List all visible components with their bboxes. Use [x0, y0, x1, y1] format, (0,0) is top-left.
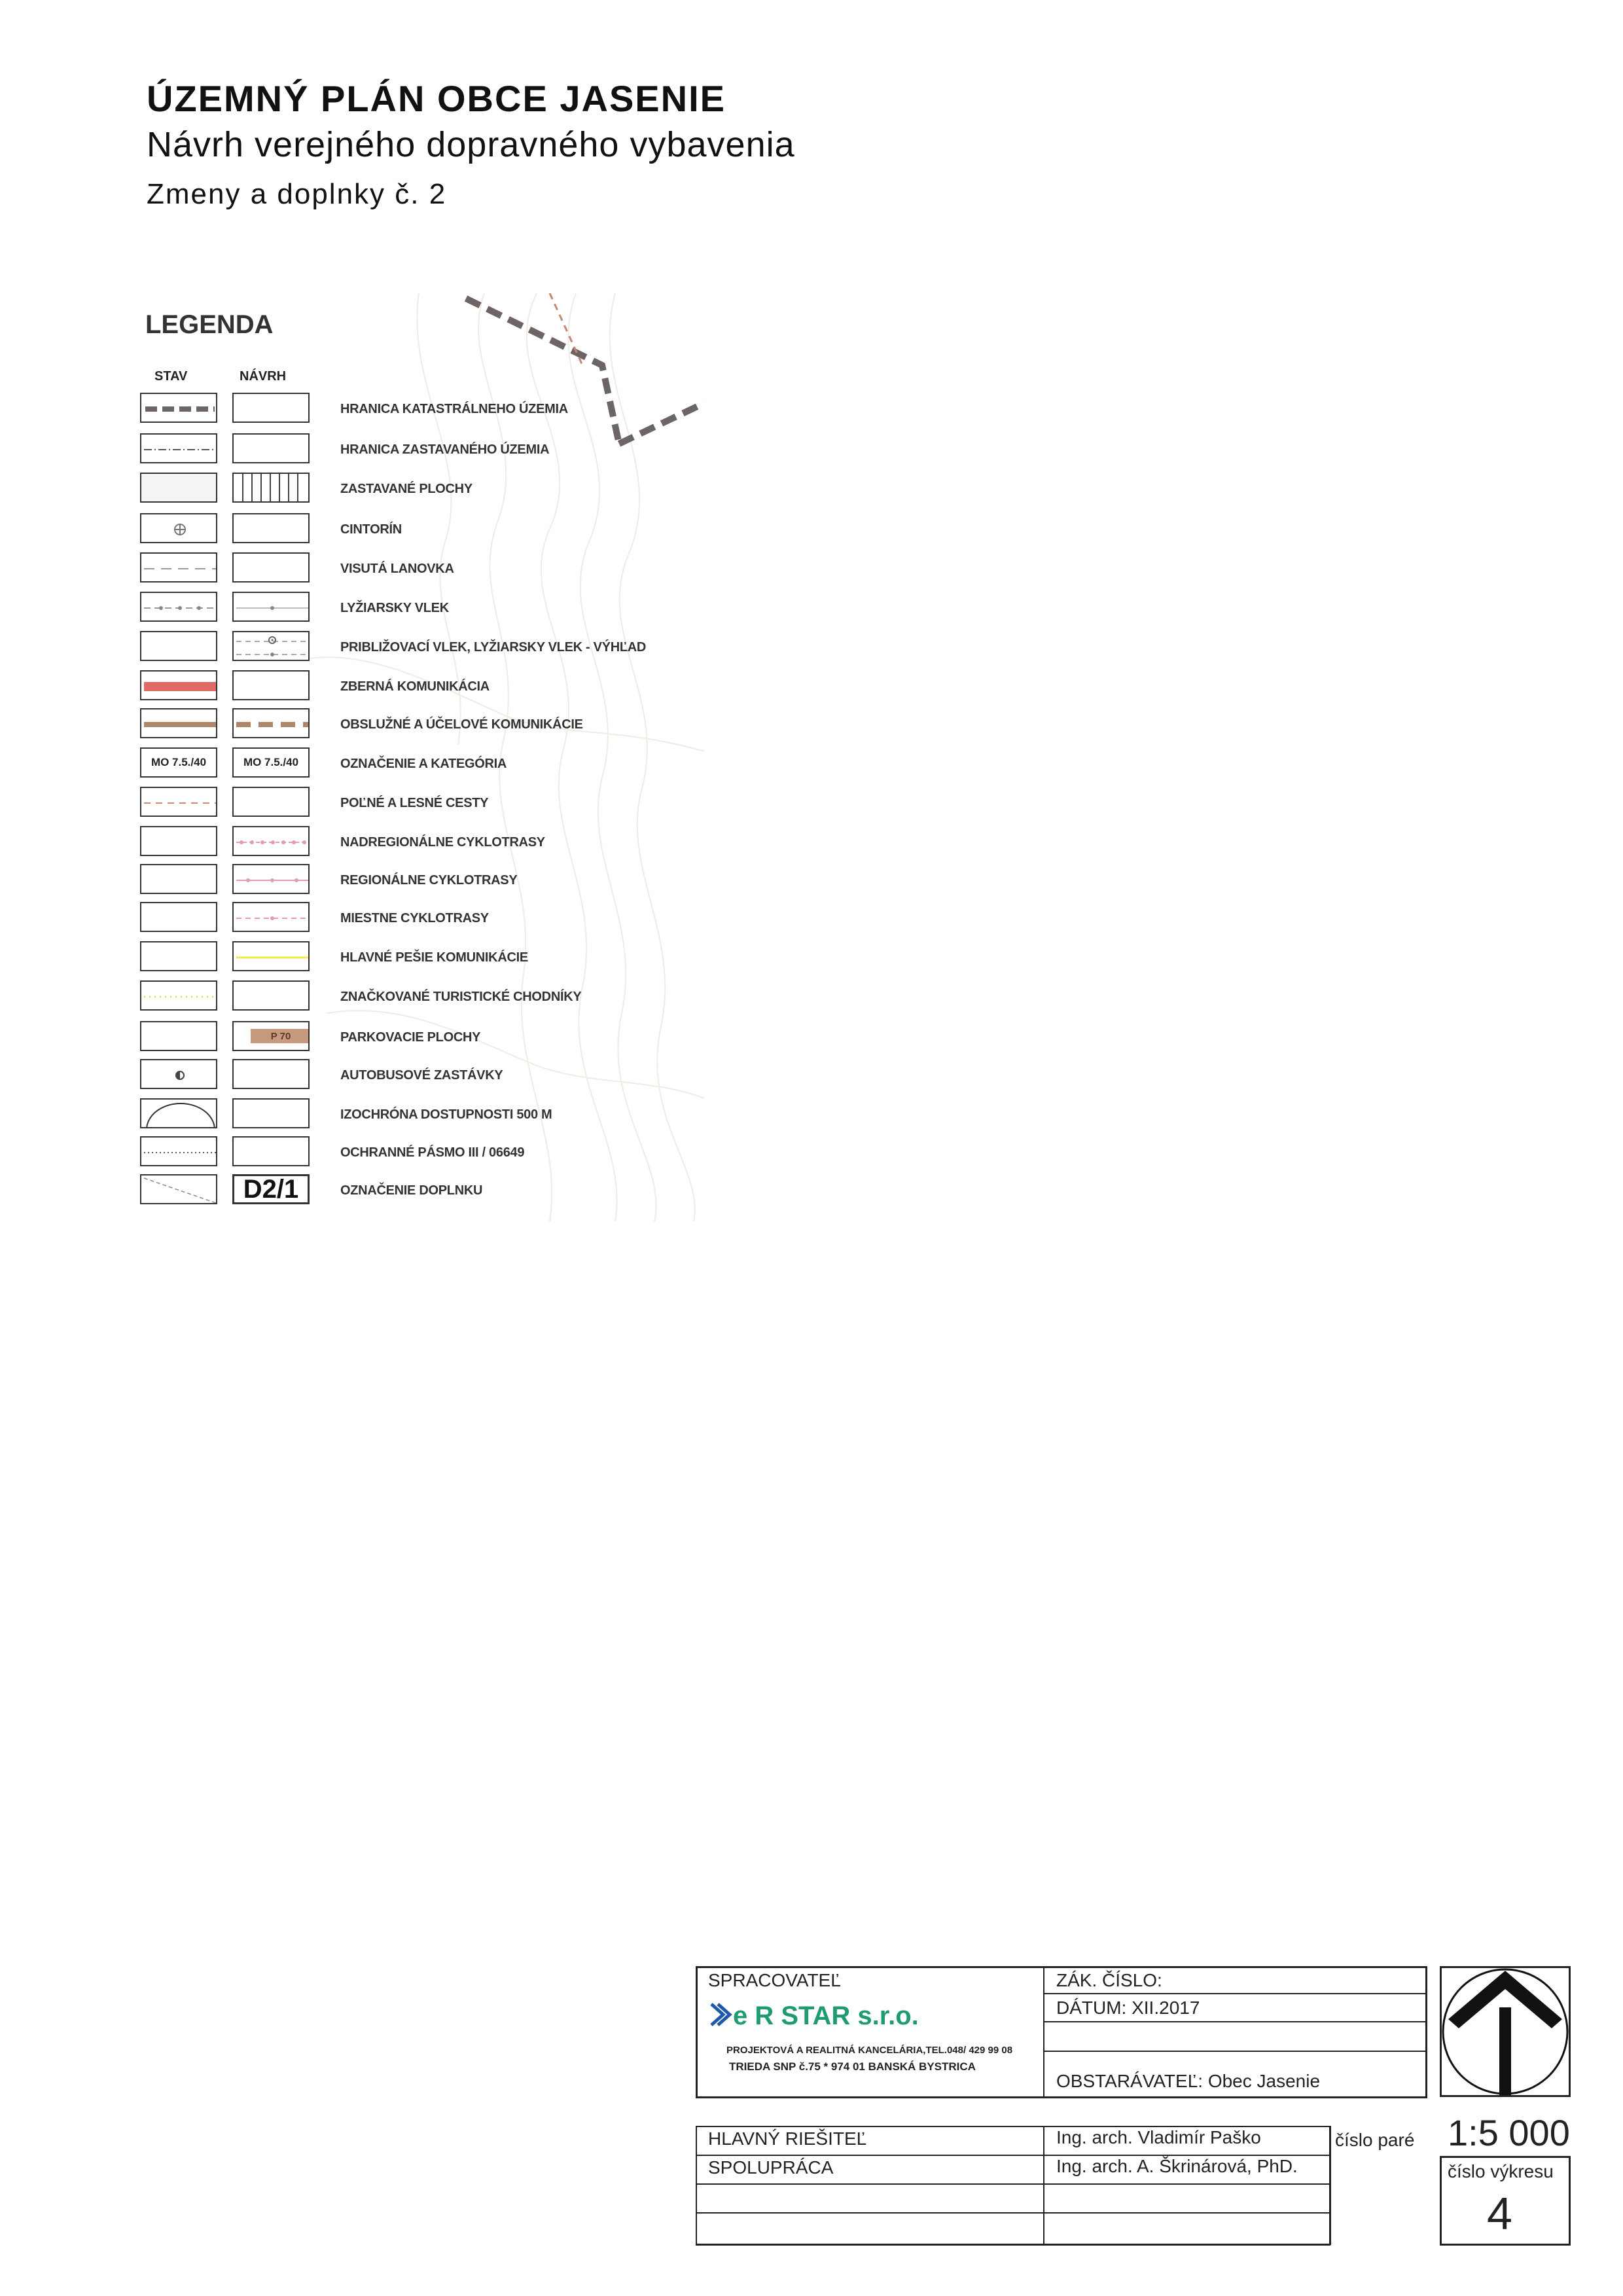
legend-swatch-navrh [232, 864, 310, 894]
parking-code: P 70 [251, 1029, 310, 1043]
legend-swatch-stav [140, 1136, 217, 1166]
legend-row-approach-lift [131, 631, 704, 665]
legend-swatch-navrh [232, 787, 310, 817]
legend-swatch-stav [140, 552, 217, 583]
company-line1: PROJEKTOVÁ A REALITNÁ KANCELÁRIA,TEL.048/ 429 99 08 [726, 2045, 1013, 2056]
legend-swatch-navrh [232, 631, 310, 661]
legend-label: HRANICA KATASTRÁLNEHO ÚZEMIA [340, 402, 568, 416]
spracovatel-label: SPRACOVATEĽ [708, 1970, 841, 1990]
company-name: e R STAR s.r.o. [733, 2001, 919, 2030]
legend-swatch-navrh [232, 670, 310, 700]
north-arrow-icon [1442, 1968, 1569, 2095]
legend-swatch-navrh [232, 552, 310, 583]
legend-swatch-navrh [232, 708, 310, 738]
legend-swatch-navrh [232, 1021, 310, 1051]
legend-label: ZASTAVANÉ PLOCHY [340, 482, 473, 496]
legend-row-bus-stops [131, 1059, 704, 1093]
legend-swatch-navrh [232, 473, 310, 503]
legend-swatch-stav [140, 1174, 217, 1204]
legend-swatch-stav [140, 787, 217, 817]
legend-row-isochrone [131, 1098, 704, 1132]
legend-label: LYŽIARSKY VLEK [340, 601, 449, 615]
legend-col-stav: STAV [154, 369, 188, 384]
legend-swatch-stav [140, 1059, 217, 1089]
legend-label: HRANICA ZASTAVANÉHO ÚZEMIA [340, 442, 550, 457]
legend-swatch-stav [140, 1098, 217, 1128]
legend-swatch-stav [140, 941, 217, 971]
legend-swatch-stav [140, 864, 217, 894]
legend-swatch-stav [140, 708, 217, 738]
plan-subtitle: Návrh verejného dopravného vybavenia [147, 125, 795, 164]
legend-row-protection-zone [131, 1136, 704, 1170]
legend-swatch-navrh [232, 592, 310, 622]
legend-swatch-stav [140, 670, 217, 700]
legend-panel [131, 293, 704, 1221]
legend-swatch-navrh [232, 433, 310, 463]
legend-swatch-navrh [232, 1174, 310, 1204]
legend-row-regional-cycle [131, 864, 704, 898]
company-logo-icon [709, 2001, 735, 2028]
legend-swatch-stav [140, 1021, 217, 1051]
legend-row-ski-lift [131, 592, 704, 626]
legend-label: OZNAČENIE A KATEGÓRIA [340, 757, 507, 771]
drawing-number-label: číslo výkresu [1448, 2161, 1554, 2181]
lead-designer-name: Ing. arch. Vladimír Paško [1056, 2127, 1261, 2147]
legend-swatch-stav [140, 513, 217, 543]
drawing-number: 4 [1487, 2188, 1512, 2239]
legend-label: VISUTÁ LANOVKA [340, 562, 454, 576]
legend-row-local-cycle [131, 902, 704, 936]
legend-label: PARKOVACIE PLOCHY [340, 1030, 481, 1045]
client-label: OBSTARÁVATEĽ: Obec Jasenie [1056, 2071, 1321, 2091]
legend-row-built-boundary [131, 433, 704, 467]
legend-swatch-navrh [232, 1098, 310, 1128]
road-category-code: MO 7.5./40 [243, 756, 299, 768]
legend-row-cadastral-boundary [131, 393, 704, 427]
cooperation-label: SPOLUPRÁCA [708, 2157, 834, 2178]
legend-label: ZBERNÁ KOMUNIKÁCIA [340, 679, 490, 694]
legend-row-category [131, 747, 704, 781]
date-label: DÁTUM: XII.2017 [1056, 1998, 1200, 2018]
plan-title: ÚZEMNÝ PLÁN OBCE JASENIE [147, 78, 726, 119]
copy-number-label: číslo paré [1335, 2130, 1415, 2150]
legend-swatch-stav [140, 433, 217, 463]
legend-row-hiking-trails [131, 980, 704, 1014]
legend-swatch-stav [140, 747, 217, 778]
legend-row-national-cycle [131, 826, 704, 860]
legend-swatch-navrh [232, 826, 310, 856]
legend-label: ZNAČKOVANÉ TURISTICKÉ CHODNÍKY [340, 990, 582, 1004]
legend-row-parking [131, 1021, 704, 1055]
legend-swatch-stav [140, 826, 217, 856]
legend-label: HLAVNÉ PEŠIE KOMUNIKÁCIE [340, 950, 528, 965]
legend-swatch-navrh [232, 941, 310, 971]
legend-col-navrh: NÁVRH [240, 369, 287, 384]
scale-value: 1:5 000 [1448, 2112, 1570, 2153]
legend-swatch-navrh [232, 747, 310, 778]
legend-swatch-navrh [232, 1136, 310, 1166]
legend-label: OBSLUŽNÉ A ÚČELOVÉ KOMUNIKÁCIE [340, 717, 583, 732]
legend-swatch-navrh [232, 980, 310, 1011]
legend-label: OZNAČENIE DOPLNKU [340, 1183, 483, 1198]
order-number-label: ZÁK. ČÍSLO: [1056, 1970, 1162, 1990]
legend-row-cemetery [131, 513, 704, 547]
legend-row-amendment-mark [131, 1174, 704, 1208]
legend-swatch-stav [140, 393, 217, 423]
legend-label: AUTOBUSOVÉ ZASTÁVKY [340, 1068, 503, 1083]
legend-row-footpaths [131, 941, 704, 975]
legend-swatch-stav [140, 473, 217, 503]
legend-label: CINTORÍN [340, 522, 402, 537]
legend-row-built-areas [131, 473, 704, 507]
cooperation-name: Ing. arch. A. Škrinárová, PhD. [1056, 2156, 1298, 2176]
legend-swatch-stav [140, 980, 217, 1011]
legend-swatch-navrh [232, 393, 310, 423]
legend-swatch-navrh [232, 902, 310, 932]
amendment-code: D2/1 [243, 1174, 299, 1204]
legend-label: MIESTNE CYKLOTRASY [340, 911, 489, 925]
lead-designer-label: HLAVNÝ RIEŠITEĽ [708, 2128, 867, 2149]
legend-title: LEGENDA [145, 310, 274, 339]
legend-row-service-roads [131, 708, 704, 742]
legend-swatch-stav [140, 631, 217, 661]
legend-label: OCHRANNÉ PÁSMO III / 06649 [340, 1145, 525, 1160]
company-line2: TRIEDA SNP č.75 * 974 01 BANSKÁ BYSTRICA [729, 2060, 976, 2073]
legend-label: REGIONÁLNE CYKLOTRASY [340, 873, 518, 888]
road-category-code: MO 7.5./40 [151, 756, 207, 768]
legend-row-collector-road [131, 670, 704, 704]
legend-row-cable-car [131, 552, 704, 586]
legend-swatch-navrh [232, 513, 310, 543]
legend-label: IZOCHRÓNA DOSTUPNOSTI 500 M [340, 1107, 552, 1122]
amendment-label: Zmeny a doplnky č. 2 [147, 178, 447, 210]
legend-swatch-stav [140, 592, 217, 622]
legend-swatch-navrh [232, 1059, 310, 1089]
legend-swatch-stav [140, 902, 217, 932]
legend-label: POĽNÉ A LESNÉ CESTY [340, 796, 489, 810]
legend-label: PRIBLIŽOVACÍ VLEK, LYŽIARSKY VLEK - VÝHĽAD [340, 640, 647, 655]
legend-row-field-roads [131, 787, 704, 821]
legend-label: NADREGIONÁLNE CYKLOTRASY [340, 835, 545, 850]
